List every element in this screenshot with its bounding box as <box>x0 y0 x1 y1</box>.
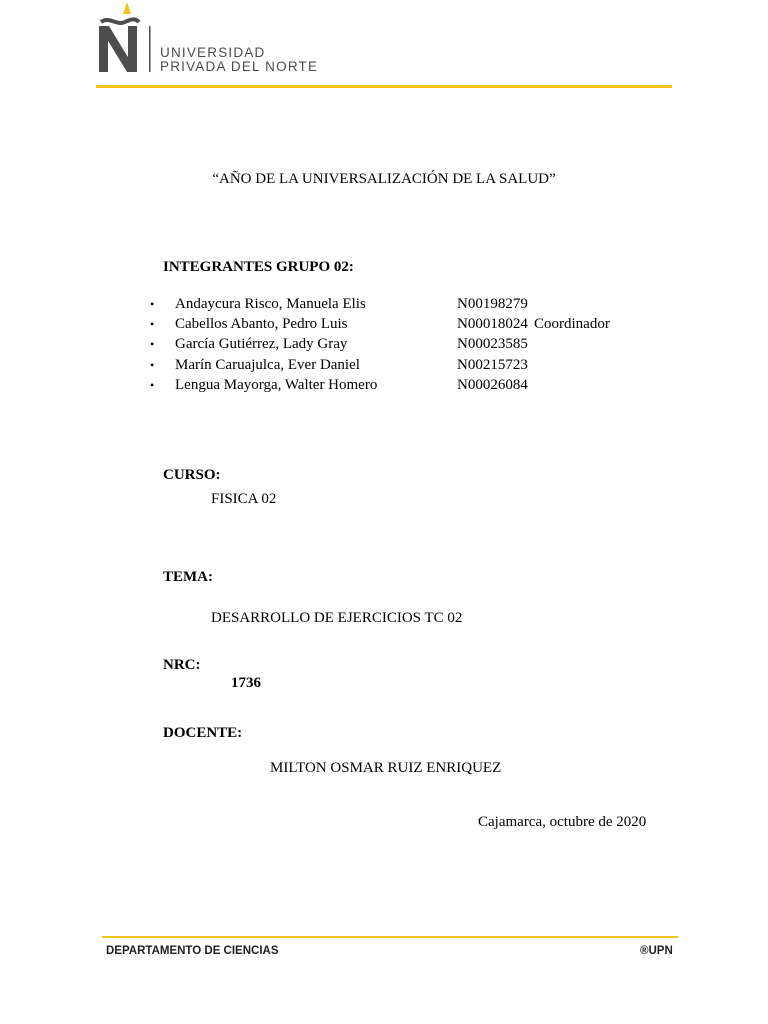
footer-brand: ®UPN <box>640 945 673 957</box>
member-name: Marín Caruajulca, Ever Daniel <box>175 357 360 373</box>
bullet-icon: • <box>150 378 155 392</box>
member-name: Lengua Mayorga, Walter Homero <box>175 377 378 393</box>
footer-department: DEPARTAMENTO DE CIENCIAS <box>106 945 279 957</box>
bullet-icon: • <box>150 337 155 351</box>
logo-flame-icon <box>123 2 131 14</box>
bullet-icon: • <box>150 358 155 372</box>
member-name: Andaycura Risco, Manuela Elis <box>175 296 366 312</box>
logo-line-2: PRIVADA DEL NORTE <box>160 59 319 74</box>
nrc-value: 1736 <box>231 675 261 691</box>
bullet-icon: • <box>150 297 155 311</box>
member-item <box>150 356 670 376</box>
footer-divider <box>102 936 678 938</box>
member-code: N00023585 <box>457 336 528 352</box>
logo-line-1: UNIVERSIDAD <box>160 45 266 60</box>
members-heading: INTEGRANTES GRUPO 02: <box>163 259 354 275</box>
header-divider <box>96 85 672 88</box>
course-label: CURSO: <box>163 467 221 483</box>
upn-logo <box>95 0 155 78</box>
member-code: N00215723 <box>457 357 528 373</box>
logo-n-right-stem <box>128 26 137 72</box>
member-role: Coordinador <box>534 316 610 332</box>
place-date: Cajamarca, octubre de 2020 <box>478 814 647 830</box>
member-code: N00026084 <box>457 377 528 393</box>
logo-separator <box>149 26 151 72</box>
member-code: N00198279 <box>457 296 528 312</box>
bullet-icon: • <box>150 317 155 331</box>
member-item <box>150 295 670 315</box>
topic-label: TEMA: <box>163 569 213 585</box>
logo-tilde <box>101 19 139 23</box>
member-name: García Gutiérrez, Lady Gray <box>175 336 348 352</box>
teacher-label: DOCENTE: <box>163 725 243 741</box>
topic-value: DESARROLLO DE EJERCICIOS TC 02 <box>211 610 463 626</box>
member-item <box>150 376 670 396</box>
year-motto: “AÑO DE LA UNIVERSALIZACIÓN DE LA SALUD” <box>212 171 556 187</box>
member-item <box>150 335 670 355</box>
member-code: N00018024 <box>457 316 528 332</box>
teacher-value: MILTON OSMAR RUIZ ENRIQUEZ <box>270 760 502 776</box>
course-value: FISICA 02 <box>211 491 277 507</box>
member-item <box>150 315 670 335</box>
nrc-label: NRC: <box>163 657 201 673</box>
member-name: Cabellos Abanto, Pedro Luis <box>175 316 348 332</box>
